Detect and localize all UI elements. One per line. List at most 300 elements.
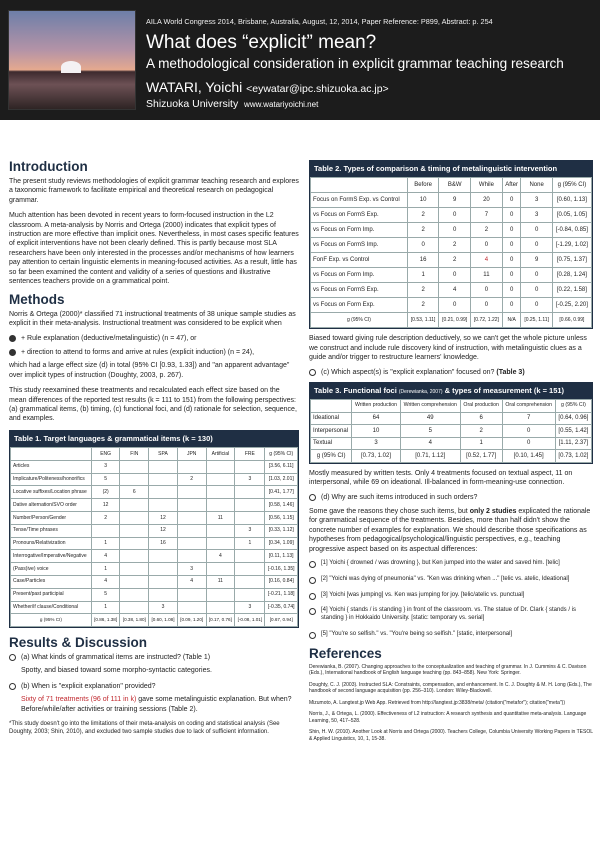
table-cell: Present/past participial — [11, 588, 92, 601]
table-3-grid — [310, 399, 592, 463]
table-cell: Ideational — [311, 412, 352, 425]
table-cell — [149, 460, 178, 473]
table-cell: Number/Person/Gender — [11, 511, 92, 524]
table-cell: 0 — [471, 238, 503, 253]
reference-item: Norris, J., & Ortega, L. (2000). Effectiveness of L2 instruction: A research synthesis and quantitative meta-analysis. Language Learning, 50, 417–528. — [309, 711, 587, 724]
table-row — [311, 193, 592, 208]
table-cell: Whether/if clause/Conditional — [11, 601, 92, 614]
footnote: *This study doesn't go into the limitations of their meta-analysis on coding and statistical analysis (See Doughty, 2003; Shin, 2010), and excluded two sample studies due to lack of sufficient information. — [9, 721, 280, 736]
table-2 — [309, 160, 593, 329]
table-row — [311, 208, 592, 223]
header-photo — [8, 10, 136, 110]
table-cell — [206, 563, 235, 576]
footer-cell: g (95% CI) — [311, 450, 352, 463]
table-cell — [235, 563, 265, 576]
table-1-title: Table 1. Target languages & grammatical items (k = 130) — [10, 431, 298, 447]
table-row — [311, 425, 592, 438]
table-cell — [177, 460, 206, 473]
column-header: FIN — [120, 448, 149, 461]
table-cell: [0.56, 1.15] — [265, 511, 298, 524]
table-cell: 5 — [400, 425, 460, 438]
table-cell: 49 — [400, 412, 460, 425]
table-cell: 7 — [471, 208, 503, 223]
footer-cell: [0.10, 1.45] — [502, 450, 555, 463]
table-cell — [149, 588, 178, 601]
table-cell: 16 — [149, 537, 178, 550]
table-2-grid — [310, 177, 592, 328]
left-column — [9, 160, 299, 742]
table-row — [11, 537, 298, 550]
answer-text: gave some metalinguistic explanation. But when? Before/while/after activities or training sessions (Table 2). — [21, 696, 292, 713]
table-cell — [91, 524, 120, 537]
table-cell: vs Focus on FormS Exp. — [311, 208, 408, 223]
table-cell: 2 — [439, 253, 471, 268]
table-cell — [235, 550, 265, 563]
table-cell: [0.64, 0.96] — [555, 412, 591, 425]
table-row — [311, 437, 592, 450]
table-cell — [149, 550, 178, 563]
table-cell: [1.11, 2.37] — [555, 437, 591, 450]
references-section — [309, 647, 593, 742]
table-cell: vs Focus on FormS Imp. — [311, 238, 408, 253]
table-cell: [0.41, 1.77] — [265, 486, 298, 499]
table-cell: Articles — [11, 460, 92, 473]
column-header: JPN — [177, 448, 206, 461]
table-cell: vs Focus on FormS Exp. — [311, 283, 408, 298]
table-cell: Interpersonal — [311, 425, 352, 438]
table-cell: [0.58, 1.46] — [265, 499, 298, 512]
table-cell — [177, 499, 206, 512]
table-cell: 2 — [177, 473, 206, 486]
table-cell — [177, 588, 206, 601]
question-a-answer: Spotty, and biased toward some morpho-syntactic categories. — [21, 667, 212, 675]
table-cell: vs Focus on Form Imp. — [311, 268, 408, 283]
column-header: Before — [407, 178, 438, 193]
table-cell: [0.28, 1.24] — [552, 268, 591, 283]
table-cell: 11 — [206, 511, 235, 524]
footer-cell: [0.52, 1.77] — [460, 450, 502, 463]
author-name: WATARI, Yoichi — [146, 79, 243, 95]
footer-cell: [0.67, 0.94] — [265, 614, 298, 627]
bullet-circle-icon — [309, 608, 316, 615]
footer-cell: [0.86, 1.38] — [91, 614, 120, 627]
table-cell: 9 — [521, 253, 552, 268]
footer-cell: N/A — [502, 313, 521, 328]
table-row — [311, 268, 592, 283]
table-cell: 0 — [502, 268, 521, 283]
table-1-grid — [10, 447, 298, 627]
reference-item: Derewianka, B. (2007). Changing approaches to the conceptualization and teaching of grammar. In J. Cummins & C. Davison (Eds.), International handbook of English language teaching (pp. 843–858). New York: Springer. — [309, 663, 587, 677]
question-a — [9, 653, 299, 662]
column-header: g (95% CI) — [555, 400, 591, 413]
footer-cell: [0.73, 1.02] — [555, 450, 591, 463]
example-text: [4] Yoichi { stands / is standing } in front of the classroom. vs. The statue of Dr. Clark { stands / is standing } in Hokkaido University. [static: temporary vs. serial] — [321, 607, 577, 622]
poster-header — [0, 0, 600, 120]
table-cell: 2 — [460, 425, 502, 438]
poster-subtitle: A methodological consideration in explicit grammar teaching research — [146, 56, 564, 71]
footer-cell: [0.21, 0.99] — [439, 313, 471, 328]
table-cell: 12 — [91, 499, 120, 512]
table-cell: Tense/Time phrases — [11, 524, 92, 537]
example-item — [309, 631, 593, 643]
affiliation: Shizuoka University — [146, 98, 239, 110]
question-d — [309, 493, 593, 502]
table-cell: [-0.16, 1.35] — [265, 563, 298, 576]
column-header: Artificial — [206, 448, 235, 461]
author-line — [146, 79, 389, 95]
bullet-text: + direction to attend to forms and arrive at rules (explicit induction) (n = 24), — [21, 348, 255, 356]
table-cell: 0 — [502, 223, 521, 238]
table-cell: 3 — [177, 563, 206, 576]
table-2-title: Table 2. Types of comparison & timing of metalinguistic intervention — [310, 161, 592, 177]
bullet-circle-icon — [9, 683, 16, 690]
table-cell: 0 — [521, 268, 552, 283]
results-heading: Results & Discussion — [9, 635, 148, 651]
table-cell: [-1.29, 1.02] — [552, 238, 591, 253]
table-cell — [206, 588, 235, 601]
column-header — [11, 448, 92, 461]
table-cell: 6 — [460, 412, 502, 425]
table-cell: [-0.21, 1.18] — [265, 588, 298, 601]
column-header — [311, 178, 408, 193]
table-cell: 0 — [439, 298, 471, 313]
table-cell — [206, 537, 235, 550]
table-3 — [309, 382, 593, 464]
table-cell: [-0.25, 2.20] — [552, 298, 591, 313]
table-cell: 4 — [91, 550, 120, 563]
affiliation-line — [146, 98, 318, 110]
column-header: ENG — [91, 448, 120, 461]
footer-cell: [-0.08, 1.01] — [235, 614, 265, 627]
table-cell — [149, 486, 178, 499]
table-cell — [149, 499, 178, 512]
bullet-circle-icon — [9, 654, 16, 661]
table-cell — [120, 460, 149, 473]
table-cell: 3 — [235, 473, 265, 486]
column-header: None — [521, 178, 552, 193]
table-cell — [206, 524, 235, 537]
table-cell: (2) — [91, 486, 120, 499]
column-header — [311, 400, 352, 413]
table-cell: 4 — [91, 575, 120, 588]
reference-item: Mizumoto, A. Langtest.jp Web App. Retrieved from http://langtest.jp:3838/meta/ (citation("metafor"); citation("meta")) — [309, 699, 566, 706]
table-cell: Focus on FormS Exp. vs Control — [311, 193, 408, 208]
footer-cell: [0.38, 1.80] — [120, 614, 149, 627]
table-cell: 0 — [502, 283, 521, 298]
table-cell: 1 — [91, 537, 120, 550]
poster-title: What does “explicit” mean? — [146, 32, 377, 53]
table-cell: 1 — [407, 268, 438, 283]
example-text: [5] "You're so selfish." vs. "You're being so selfish." [static, interpersonal] — [321, 630, 513, 637]
intro-heading: Introduction — [9, 159, 88, 174]
table-cell: 3 — [149, 601, 178, 614]
table-cell — [120, 601, 149, 614]
bullet-circle-icon — [309, 577, 316, 584]
table-cell: 4 — [206, 550, 235, 563]
table-cell: 1 — [235, 537, 265, 550]
bullet-circle-icon — [309, 561, 316, 568]
table-cell: [0.75, 1.37] — [552, 253, 591, 268]
table-row — [11, 550, 298, 563]
methods-bullet — [9, 348, 299, 357]
table-cell: 2 — [439, 238, 471, 253]
column-header: FRE — [235, 448, 265, 461]
table-cell — [149, 563, 178, 576]
p3-end: explicated the rationale for grammatical sequence of the treatments. Besides, more than half didn't show the concrete number of examples for explanation. We should describe those specifications as hypotheses from pedagogical/psychological/linguistic perspectives, e.g., teaching progressive aspect based on its aspectual differences: — [309, 507, 591, 553]
table-cell: [-0.35, 0.74] — [265, 601, 298, 614]
table-cell: 0 — [407, 238, 438, 253]
column-header: Written comprehension — [400, 400, 460, 413]
table-cell: 10 — [352, 425, 400, 438]
methods-bullet — [9, 334, 299, 343]
table-row — [11, 524, 298, 537]
table-row — [311, 412, 592, 425]
intro-paragraph-1: The present study reviews methodologies of explicit grammar teaching research and explores a taxonomic framework to facilitate empirical and theoretical research on pedagogical grammar. — [9, 177, 299, 204]
table-cell — [235, 486, 265, 499]
table-cell: 0 — [521, 283, 552, 298]
table-cell: Locative suffixes/Location phrase — [11, 486, 92, 499]
column-header: g (95% CI) — [552, 178, 591, 193]
author-url: www.watariyoichi.net — [244, 100, 319, 109]
example-item — [309, 576, 593, 588]
table-cell — [177, 524, 206, 537]
table-cell: Textual — [311, 437, 352, 450]
table-cell: 3 — [235, 524, 265, 537]
table-cell: 2 — [407, 223, 438, 238]
table-row — [311, 223, 592, 238]
column-header: B&W — [439, 178, 471, 193]
table-3-title-rest: & types of measurement (k = 151) — [444, 385, 565, 395]
table-1 — [9, 430, 299, 628]
reference-item: Shin, H. W. (2010). Another Look at Norris and Ortega (2000). Teachers College, Columbia University Working Papers in TESOL & Applied Linguistics, 10, 1, 15-38. — [309, 729, 593, 742]
table-cell: 11 — [206, 575, 235, 588]
table-cell — [120, 575, 149, 588]
table-cell — [120, 473, 149, 486]
table-cell: 9 — [439, 193, 471, 208]
table-cell: [0.11, 1.13] — [265, 550, 298, 563]
table-cell: (Pass)ive) voice — [11, 563, 92, 576]
table-row — [11, 511, 298, 524]
table-row — [11, 575, 298, 588]
table-cell — [149, 575, 178, 588]
example-text: [2] "Yoichi was dying of pneumonia" vs. "Ken was drinking when ..." [telic vs. atelic, Ideational] — [321, 575, 570, 582]
column-header: Oral comprehension — [502, 400, 555, 413]
table-cell — [206, 473, 235, 486]
table-cell: 2 — [407, 298, 438, 313]
table-cell: 0 — [502, 193, 521, 208]
table-cell: [0.22, 1.58] — [552, 283, 591, 298]
table-cell — [177, 486, 206, 499]
table-cell — [235, 575, 265, 588]
table-row — [11, 563, 298, 576]
table-cell: 11 — [471, 268, 503, 283]
table-3-title-cite: (Derewianka, 2007) — [398, 388, 443, 395]
intro-paragraph-2: Much attention has been devoted in recent years to form-focused instruction in the L2 classroom. A meta-analysis by Norris and Ortega (2000) indicates that explicit types of instruction are more effective than implicit ones. Nevertheless, in most cases specific features of explicit interventions have not been clearly defined. This is partly because most SLA researchers have been only interested in the processes and/or mechanisms of how learners pay attention to certain linguistic elements in meaning-focused activities. As a result, little has so far been examined the content and validity of a series of questions and illustrative sentences teachers provide on a grammatical point. — [9, 212, 299, 286]
mountain-peak — [61, 61, 81, 73]
table-cell — [120, 537, 149, 550]
bullet-text: + Rule explanation (deductive/metalinguistic) (n = 47), or — [21, 335, 197, 343]
table-cell: Pronouns/Relativization — [11, 537, 92, 550]
footer-cell: g (95% CI) — [311, 313, 408, 328]
table-cell: 3 — [91, 460, 120, 473]
conference-line: AILA World Congress 2014, Brisbane, Australia, August, 12, 2014, Paper Reference: P899, Abstract: p. 254 — [146, 17, 493, 26]
right-paragraph-1: Biased toward giving rule description deductively, so we can't get the whole picture unless we construct and include rule discovery kind of instruction, with metalinguistic clues as a guide and/or trigger to restructure learners' knowledge. — [309, 335, 587, 361]
example-item — [309, 560, 593, 572]
footer-cell: g (95% CI) — [11, 614, 92, 627]
footer-cell: [0.17, 0.76] — [206, 614, 235, 627]
table-cell: 0 — [439, 208, 471, 223]
reference-item: Doughty, C. J. (2003). Instructed SLA: Constraints, compensation, and enhancement. In C. J. Doughty & M. H. Long (Eds.), The handbook of second language acquisition (pp. 256–310). London: Wiley-Blackwell. — [309, 681, 592, 695]
table-cell — [120, 563, 149, 576]
question-b — [9, 682, 299, 691]
table-cell: 1 — [91, 563, 120, 576]
table-cell — [177, 537, 206, 550]
table-cell: 2 — [407, 208, 438, 223]
methods-paragraph-1: Norris & Ortega (2000)* classified 71 instructional treatments of 38 unique sample studies as explicit in their meta-analysis. Instructional treatment was considered to be explicit when — [9, 310, 296, 327]
table-row — [311, 283, 592, 298]
table-cell — [120, 511, 149, 524]
table-cell: 0 — [439, 223, 471, 238]
table-row — [311, 298, 592, 313]
author-email: <eywatar@ipc.shizuoka.ac.jp> — [246, 83, 389, 95]
table-cell — [120, 550, 149, 563]
table-cell — [206, 486, 235, 499]
table-cell: [3.56, 6.11] — [265, 460, 298, 473]
table-cell — [235, 499, 265, 512]
table-cell: 1 — [460, 437, 502, 450]
table-3-title-main: Table 3. Functional foci — [314, 385, 397, 395]
table-cell — [206, 460, 235, 473]
column-header: g (95% CI) — [265, 448, 298, 461]
examples-list — [309, 560, 593, 643]
table-cell: 20 — [471, 193, 503, 208]
references-heading: References — [309, 645, 382, 661]
question-c — [309, 368, 593, 377]
example-item — [309, 592, 593, 604]
footer-cell: [0.73, 1.02] — [352, 450, 400, 463]
column-header: Oral production — [460, 400, 502, 413]
table-cell — [120, 499, 149, 512]
table-cell: 2 — [407, 283, 438, 298]
column-header: After — [502, 178, 521, 193]
p3-start: Some gave the reasons they chose such items, but — [309, 507, 470, 515]
table-cell: 0 — [502, 208, 521, 223]
right-column — [309, 160, 593, 747]
table-cell: vs Focus on Form Imp. — [311, 223, 408, 238]
table-cell: 0 — [502, 437, 555, 450]
table-row — [11, 588, 298, 601]
table-cell: 12 — [149, 511, 178, 524]
table-row — [11, 499, 298, 512]
table-cell — [177, 601, 206, 614]
footer-cell: [0.53, 1.11] — [407, 313, 438, 328]
table-cell: [0.34, 1.09] — [265, 537, 298, 550]
table-cell: [0.16, 0.84] — [265, 575, 298, 588]
question-a-text: (a) What kinds of grammatical items are instructed? (Table 1) — [21, 654, 211, 661]
table-cell: Interrogative/Imperative/Negative — [11, 550, 92, 563]
methods-paragraph-3: This study reexamined these treatments and recalculated each effect size based on the mean differences of the reported test results (k = 111 to 151) from the following perspectives: (a) grammatical items, (b) timing, (c) functional foci, and (d) rationale for selection, sequence, and examples. — [9, 387, 297, 423]
bullet-circle-icon — [309, 369, 316, 376]
bullet-dot-icon — [9, 349, 16, 356]
table-cell: 0 — [439, 268, 471, 283]
table-row — [11, 473, 298, 486]
references-list — [309, 664, 593, 743]
bullet-circle-icon — [309, 593, 316, 600]
question-b-text: (b) When is "explicit explanation" provided? — [21, 682, 156, 690]
table-cell — [177, 511, 206, 524]
table-cell: 2 — [91, 511, 120, 524]
highlight-red: Sixty of 71 treatments (96 of 111 in k) — [21, 696, 137, 704]
table-cell: 0 — [471, 298, 503, 313]
table-cell: 0 — [502, 238, 521, 253]
footer-cell: [0.72, 1.22] — [471, 313, 503, 328]
footer-cell: [0.25, 1.11] — [521, 313, 552, 328]
table-cell: vs Focus on Form Exp. — [311, 298, 408, 313]
methods-paragraph-2: which had a large effect size (d) in total (95% CI [0.93, 1.33]) and "an apparent advantage" over implicit types of instruction (Doughty, 2003, p. 267). — [9, 362, 290, 379]
table-cell: [-0.84, 0.85] — [552, 223, 591, 238]
table-cell: 0 — [471, 283, 503, 298]
table-cell: 12 — [149, 524, 178, 537]
table-cell: 0 — [521, 298, 552, 313]
table-row — [311, 253, 592, 268]
table-cell: 3 — [521, 208, 552, 223]
table-cell — [177, 550, 206, 563]
footer-cell: [0.71, 1.12] — [400, 450, 460, 463]
table-cell — [206, 601, 235, 614]
table-cell — [206, 499, 235, 512]
table-cell: 4 — [471, 253, 503, 268]
example-item — [309, 607, 593, 627]
table-cell: 4 — [177, 575, 206, 588]
table-cell: 0 — [502, 425, 555, 438]
bullet-circle-icon — [309, 632, 316, 639]
table-cell — [120, 524, 149, 537]
footer-cell: [0.60, 1.08] — [149, 614, 178, 627]
table-cell: [0.55, 1.42] — [555, 425, 591, 438]
table-cell: 5 — [91, 473, 120, 486]
question-c-ref: (Table 3) — [496, 369, 525, 377]
question-b-answer — [9, 695, 299, 714]
table-cell: 0 — [502, 298, 521, 313]
table-cell: 4 — [439, 283, 471, 298]
table-cell: 16 — [407, 253, 438, 268]
table-cell: 64 — [352, 412, 400, 425]
table-cell: 3 — [235, 601, 265, 614]
example-text: [1] Yoichi { drowned / was drowning }, but Ken jumped into the water and saved him. [telic] — [321, 560, 560, 566]
right-paragraph-2: Mostly measured by written tests. Only 4 treatments focused on textual aspect, 11 on interpersonal, while 69 on ideational. Ill-balanced in form-meaning-use connection. — [309, 469, 573, 486]
table-cell: Dative alternation/SVO order — [11, 499, 92, 512]
table-cell: [0.60, 1.13] — [552, 193, 591, 208]
table-cell — [235, 511, 265, 524]
table-cell: 7 — [502, 412, 555, 425]
table-cell — [149, 473, 178, 486]
table-cell: [0.33, 1.12] — [265, 524, 298, 537]
table-cell: Implicature/Politeness/honorifics — [11, 473, 92, 486]
table-cell: [0.05, 1.05] — [552, 208, 591, 223]
table-row — [11, 460, 298, 473]
column-header: While — [471, 178, 503, 193]
table-3-title — [310, 383, 592, 399]
table-cell: 10 — [407, 193, 438, 208]
table-cell — [235, 460, 265, 473]
table-cell: Case/Particles — [11, 575, 92, 588]
column-header: SPA — [149, 448, 178, 461]
p3-bold: only 2 studies — [469, 507, 517, 515]
table-cell: 0 — [502, 253, 521, 268]
table-cell: 5 — [91, 588, 120, 601]
table-cell — [235, 588, 265, 601]
example-text: [3] Yoichi [was jumping] vs. Ken was jumping for joy. [telic/atelic vs. punctual] — [321, 591, 525, 598]
